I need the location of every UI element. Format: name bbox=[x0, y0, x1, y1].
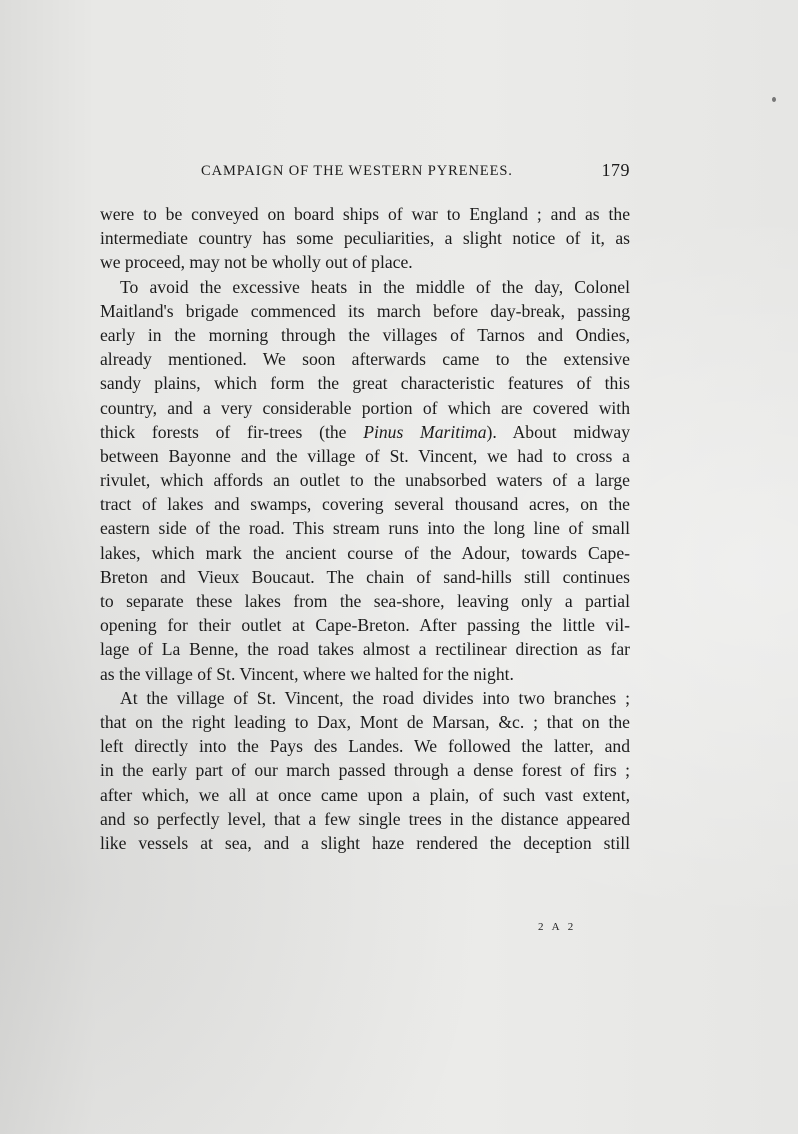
running-title: CAMPAIGN OF THE WESTERN PYRENEES. bbox=[201, 163, 513, 179]
text-line: Maitland's brigade commenced its march before day-break, passing bbox=[100, 300, 630, 321]
text-line: already mentioned. We soon afterwards came to the extensive bbox=[100, 349, 630, 370]
text-line: To avoid the excessive heats in the middle of the day, Colonel bbox=[120, 276, 630, 297]
page-number: 179 bbox=[601, 160, 630, 180]
text-segment: ). About midway bbox=[486, 421, 630, 442]
text-line: were to be conveyed on board ships of war to England ; and as the bbox=[100, 204, 630, 224]
running-head bbox=[100, 160, 630, 184]
text-line: after which, we all at once came upon a plain, of such vast extent, bbox=[100, 784, 630, 805]
text-line: as the village of St. Vincent, where we halted for the night. bbox=[100, 663, 514, 684]
text-line: eastern side of the road. This stream runs into the long line of small bbox=[100, 518, 630, 539]
species-name: Pinus Maritima bbox=[363, 421, 487, 442]
text-line: sandy plains, which form the great characteristic features of this bbox=[100, 373, 630, 394]
text-line: and so perfectly level, that a few single trees in the distance appeared bbox=[100, 808, 630, 829]
text-line: between Bayonne and the village of St. Vincent, we had to cross a bbox=[100, 445, 630, 466]
text-line: At the village of St. Vincent, the road divides into two branches ; bbox=[120, 687, 630, 708]
text-line: Breton and Vieux Boucaut. The chain of sand-hills still continues bbox=[100, 566, 630, 587]
text-line: lakes, which mark the ancient course of the Adour, towards Cape- bbox=[100, 542, 630, 563]
text-line: lage of La Benne, the road takes almost a rectilinear direction as far bbox=[100, 639, 630, 660]
text-line: country, and a very considerable portion of which are covered with bbox=[100, 397, 630, 418]
text-line: to separate these lakes from the sea-shore, leaving only a partial bbox=[100, 591, 630, 611]
body-text bbox=[100, 202, 630, 855]
printer-signature-mark: 2 A 2 bbox=[538, 921, 577, 933]
text-line: in the early part of our march passed through a dense forest of firs ; bbox=[100, 760, 630, 781]
text-line: that on the right leading to Dax, Mont de Marsan, &c. ; that on the bbox=[100, 711, 630, 732]
text-line-with-italic bbox=[100, 420, 630, 444]
text-line: opening for their outlet at Cape-Breton. After passing the little vil- bbox=[100, 615, 630, 636]
text-line: left directly into the Pays des Landes. We followed the latter, and bbox=[100, 736, 630, 757]
paper-speck bbox=[772, 97, 776, 102]
text-line: tract of lakes and swamps, covering several thousand acres, on the bbox=[100, 494, 630, 515]
text-line: early in the morning through the villages of Tarnos and Ondies, bbox=[100, 324, 630, 345]
text-line: rivulet, which affords an outlet to the unabsorbed waters of a large bbox=[100, 470, 630, 491]
text-line: like vessels at sea, and a slight haze rendered the deception still bbox=[100, 832, 630, 853]
text-line: we proceed, may not be wholly out of place. bbox=[100, 252, 413, 273]
text-line: intermediate country has some peculiarities, a slight notice of it, as bbox=[100, 228, 630, 249]
text-segment: thick forests of fir-trees (the bbox=[100, 421, 364, 442]
